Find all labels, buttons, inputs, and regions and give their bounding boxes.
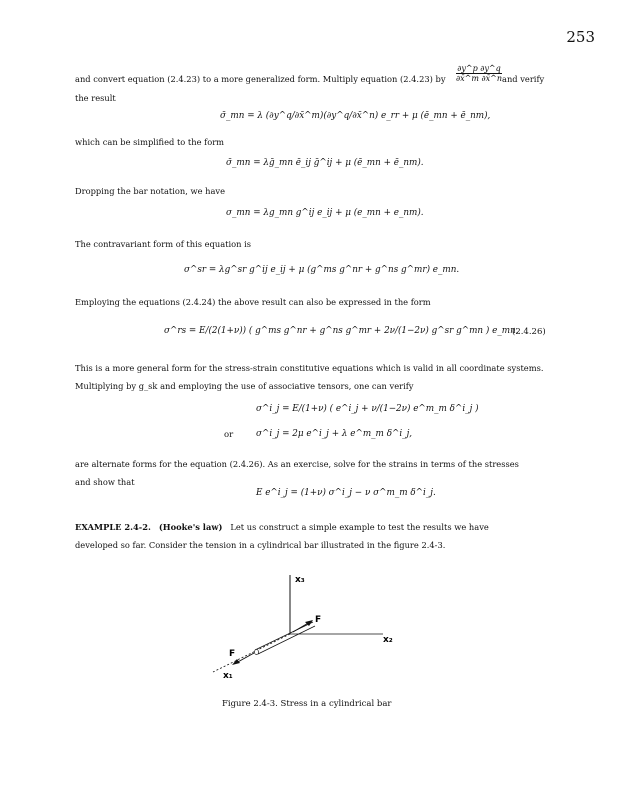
example-title: (Hooke's law) [158,522,223,532]
equation-2-4-26: σ^rs = E/(2(1+ν)) ( g^ms g^nr + g^ns g^mr + 2ν/(1−2ν) g^sr g^mn ) e_mn. [164,326,519,336]
equation-or-label: or [224,430,234,440]
example-line2: developed so far. Consider the tension in a cylindrical bar illustrated in the figure 2.4-3. [75,540,446,550]
equation-6: σ^i_j = E/(1+ν) ( e^i_j + ν/(1−2ν) e^m_m δ^i_j ) [256,404,479,414]
equation-1: σ̄_mn = λ (∂y^q/∂x̄^m)(∂y^q/∂x̄^n) e_rr + μ (ē_mn + ē_nm), [220,111,491,121]
intro-text-b: and verify [502,74,545,84]
paragraph-dropping: Dropping the bar notation, we have [75,186,226,196]
axis-x3-label: x₃ [295,575,305,585]
equation-4: σ^sr = λg^sr g^ij e_ij + μ (g^ms g^nr + g^ns g^mr) e_mn. [184,265,460,275]
paragraph-simplified: which can be simplified to the form [75,137,225,147]
paragraph-employing: Employing the equations (2.4.24) the above result can also be expressed in the form [75,297,431,307]
cylindrical-bar-figure [205,570,415,690]
axis-x1-label: x₁ [223,671,233,681]
force-label-lower: F [229,649,236,659]
paragraph-alternate-line2: and show that [75,477,135,487]
intro-text-a: and convert equation (2.4.23) to a more generalized form. Multiply equation (2.4.23) by [75,74,446,84]
equation-7: σ^i_j = 2μ e^i_j + λ e^m_m δ^i_j, [256,429,413,439]
equation-2: σ̄_mn = λḡ_mn ē_ij ḡ^ij + μ (ē_mn + ē_nm). [226,158,424,168]
paragraph-contravariant: The contravariant form of this equation is [75,239,252,249]
figure-caption: Figure 2.4-3. Stress in a cylindrical bar [222,699,392,709]
axis-x2-label: x₂ [383,635,393,645]
example-line1 [75,518,489,536]
example-label: EXAMPLE 2.4-2. [75,522,151,532]
multiplier-denominator: ∂x̄^m ∂x̄^n [456,74,502,83]
paragraph-general-line2: Multiplying by g_sk and employing the use of associative tensors, one can verify [75,381,414,391]
force-arrowhead-lower [232,659,240,665]
multiplier-numerator: ∂y^p ∂y^q [457,64,501,73]
axis-x1-line [213,634,290,672]
cylindrical-bar [255,622,316,655]
paragraph-intro-line1 [75,70,446,88]
paragraph-general-line1: This is a more general form for the stress-strain constitutive equations which is valid in all coordinate systems. [75,363,544,373]
equation-number-2-4-26: (2.4.26) [512,327,546,337]
paragraph-alternate-line1: are alternate forms for the equation (2.4.26). As an exercise, solve for the strains in terms of the stresses [75,459,519,469]
equation-3: σ_mn = λg_mn g^ij e_ij + μ (e_mn + e_nm). [226,208,424,218]
force-label-upper: F [315,615,322,625]
page-number: 253 [566,28,595,46]
example-text-1: Let us construct a simple example to test the results we have [230,522,489,532]
multiplier-fraction [456,64,502,83]
equation-8: E e^i_j = (1+ν) σ^i_j − ν σ^m_m δ^i_j. [256,488,436,498]
intro-line2: the result [75,93,116,103]
